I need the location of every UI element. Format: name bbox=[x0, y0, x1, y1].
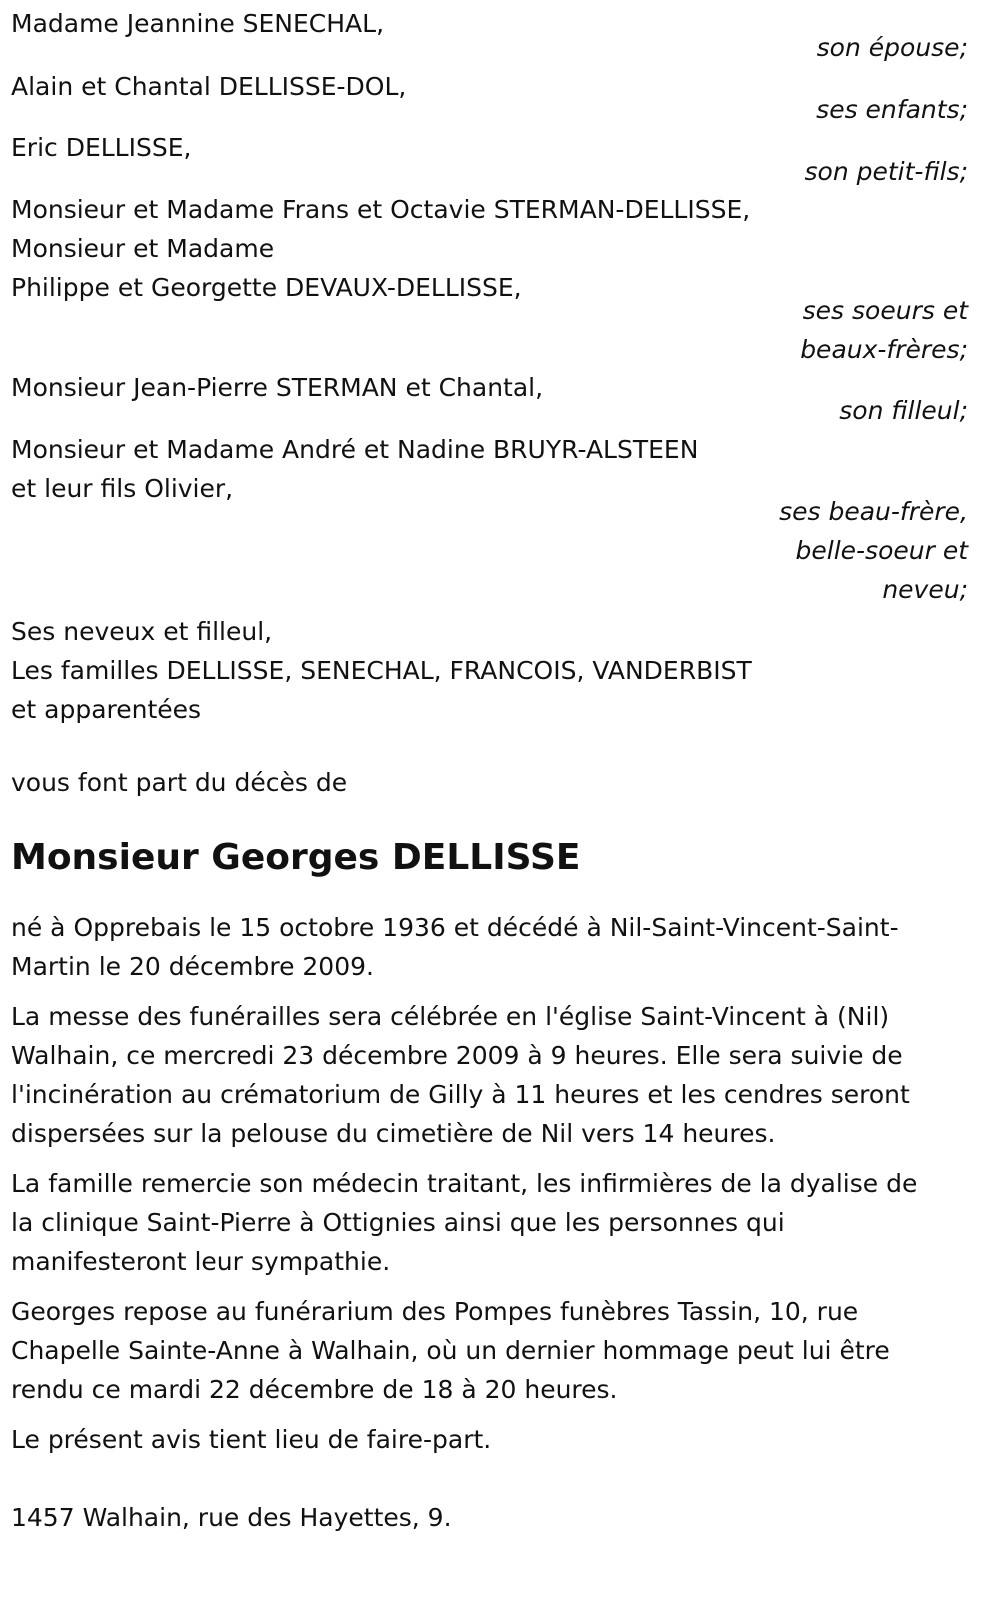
paragraph-line: l'incinération au crématorium de Gilly à 11 heures et les cendres seront bbox=[11, 1080, 910, 1109]
paragraph-line: Chapelle Sainte-Anne à Walhain, où un dernier hommage peut lui être bbox=[11, 1336, 890, 1365]
family-name-line: Madame Jeannine SENECHAL, bbox=[11, 9, 385, 38]
relation-label: ses beau-frère, bbox=[779, 497, 968, 526]
family-entry bbox=[11, 364, 980, 426]
funeral-paragraph bbox=[11, 998, 980, 1164]
family-name-line: Monsieur et Madame André et Nadine BRUYR-ALSTEEN bbox=[11, 435, 699, 464]
address-block bbox=[11, 1496, 980, 1546]
family-name-line: Alain et Chantal DELLISSE-DOL, bbox=[11, 72, 407, 101]
relation-label: ses soeurs et bbox=[802, 296, 968, 325]
family-name-line: Monsieur et Madame Frans et Octavie STERMAN-DELLISSE, bbox=[11, 195, 751, 224]
paragraph-line: manifesteront leur sympathie. bbox=[11, 1247, 391, 1276]
deceased-name: Monsieur Georges DELLISSE bbox=[11, 837, 581, 878]
family-entry bbox=[11, 62, 980, 123]
relatives-line: Ses neveux et filleul, bbox=[11, 617, 273, 646]
family-entry bbox=[11, 426, 980, 605]
announce-text: vous font part du décès de bbox=[11, 768, 348, 797]
family-entry bbox=[11, 0, 980, 62]
relation-label: ses enfants; bbox=[816, 95, 968, 124]
paragraph-line: né à Opprebais le 15 octobre 1936 et décédé à Nil-Saint-Vincent-Saint- bbox=[11, 913, 899, 942]
relation-label: son filleul; bbox=[839, 396, 968, 425]
relation-label: son épouse; bbox=[816, 33, 968, 62]
relatives-line: Les familles DELLISSE, SENECHAL, FRANCOIS, VANDERBIST bbox=[11, 656, 752, 685]
paragraph-line: Martin le 20 décembre 2009. bbox=[11, 952, 374, 981]
relation-label: son petit-fils; bbox=[804, 157, 968, 186]
paragraph-line: La famille remercie son médecin traitant, les infirmières de la dyalise de bbox=[11, 1169, 918, 1198]
family-name-line: et leur fils Olivier, bbox=[11, 474, 234, 503]
relation-label: beaux-frères; bbox=[800, 335, 968, 364]
thanks-paragraph bbox=[11, 1164, 980, 1291]
family-entry bbox=[11, 185, 980, 364]
relation-label: neveu; bbox=[882, 575, 968, 604]
paragraph-line: dispersées sur la pelouse du cimetière de Nil vers 14 heures. bbox=[11, 1119, 776, 1148]
family-name-line: Philippe et Georgette DEVAUX-DELLISSE, bbox=[11, 273, 522, 302]
paragraph-line: la clinique Saint-Pierre à Ottignies ainsi que les personnes qui bbox=[11, 1208, 785, 1237]
family-name-line: Monsieur Jean-Pierre STERMAN et Chantal, bbox=[11, 373, 544, 402]
family-address: 1457 Walhain, rue des Hayettes, 9. bbox=[11, 1503, 452, 1532]
notice-paragraph bbox=[11, 1418, 980, 1496]
family-name-line: Eric DELLISSE, bbox=[11, 133, 192, 162]
birth-death-paragraph bbox=[11, 910, 980, 998]
relatives-line: et apparentées bbox=[11, 695, 202, 724]
family-name-line: Monsieur et Madame bbox=[11, 234, 275, 263]
paragraph-line: Georges repose au funérarium des Pompes funèbres Tassin, 10, rue bbox=[11, 1297, 859, 1326]
paragraph-line: Le présent avis tient lieu de faire-part. bbox=[11, 1425, 492, 1454]
paragraph-line: La messe des funérailles sera célébrée en l'église Saint-Vincent à (Nil) bbox=[11, 1002, 890, 1031]
visitation-paragraph bbox=[11, 1291, 980, 1418]
announce-block bbox=[11, 761, 980, 815]
family-entry bbox=[11, 123, 980, 185]
other-relatives bbox=[11, 605, 980, 761]
relation-label: belle-soeur et bbox=[795, 536, 968, 565]
paragraph-line: Walhain, ce mercredi 23 décembre 2009 à 9 heures. Elle sera suivie de bbox=[11, 1041, 903, 1070]
deceased-block bbox=[11, 815, 980, 910]
paragraph-line: rendu ce mardi 22 décembre de 18 à 20 heures. bbox=[11, 1375, 618, 1404]
